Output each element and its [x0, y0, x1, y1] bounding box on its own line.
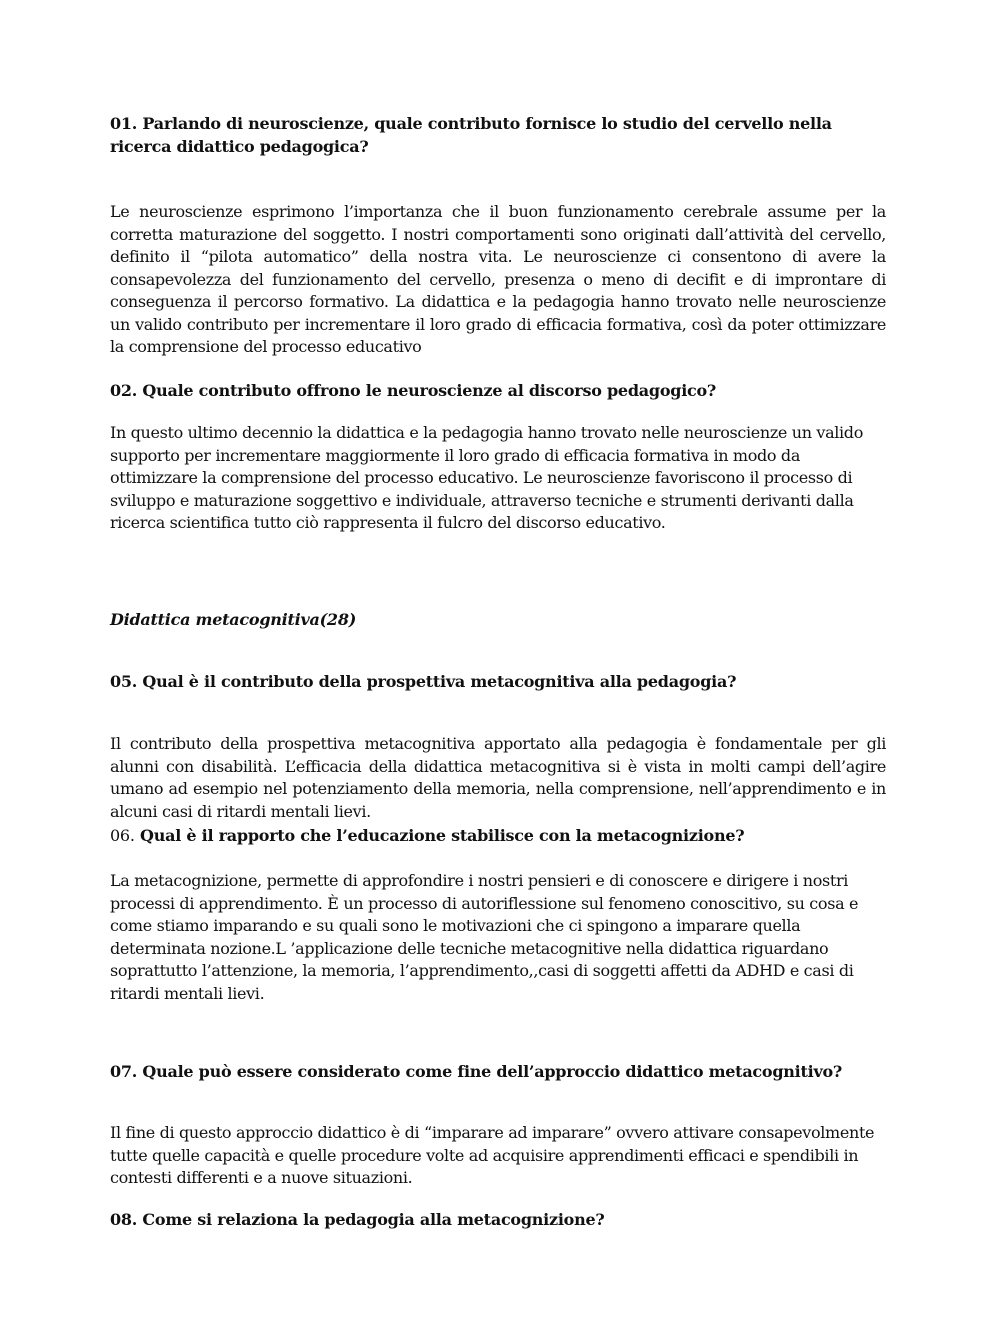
answer-06: La metacognizione, permette di approfondire i nostri pensieri e di conoscere e dirigere i nostri processi di apprendimento. È un processo di autoriflessione sul fenomeno conoscitivo, su cosa e come stiamo imparando e su quali sono le motivazioni che ci spingono a imparare quella determinata nozione.L ’applicazione delle tecniche metacognitive nella didattica riguardano soprattutto l’attenzione, la memoria, l’apprendimento,,casi di soggetti affetti da ADHD e casi di ritardi mentali lievi.: [110, 871, 859, 1003]
question-07: 07. Quale può essere considerato come fine dell’approccio didattico metacognitivo?: [110, 1062, 843, 1081]
question-01: 01. Parlando di neuroscienze, quale contributo fornisce lo studio del cervello nella ricerca didattico pedagogica?: [110, 114, 832, 156]
question-06-number: 06.: [110, 826, 135, 845]
answer-07: Il fine di questo approccio didattico è di “imparare ad imparare” ovvero attivare consapevolmente tutte quelle capacità e quelle procedure volte ad acquisire apprendimenti efficaci e spendibili in contesti differenti e a nuove situazioni.: [110, 1123, 875, 1187]
answer-01: Le neuroscienze esprimono l’importanza che il buon funzionamento cerebrale assume per la corretta maturazione del soggetto. I nostri comportamenti sono originati dall’attività del cervello, definito il “pilota automatico” della nostra vita. Le neuroscienze ci consentono di avere la consapevolezza del funzionamento del cervello, presenza o meno di decifit e di improntare di conseguenza il percorso formativo. La didattica e la pedagogia hanno trovato nelle neuroscienze un valido contributo per incrementare il loro grado di efficacia formativa, così da poter ottimizzare la comprensione del processo educativo: [110, 202, 886, 356]
question-06: [110, 825, 886, 848]
question-08: 08. Come si relaziona la pedagogia alla metacognizione?: [110, 1210, 605, 1229]
question-02: 02. Quale contributo offrono le neuroscienze al discorso pedagogico?: [110, 381, 717, 400]
answer-02: In questo ultimo decennio la didattica e la pedagogia hanno trovato nelle neuroscienze un valido supporto per incrementare maggiormente il loro grado di efficacia formativa in modo da ottimizzare la comprensione del processo educativo. Le neuroscienze favoriscono il processo di sviluppo e maturazione soggettivo e individuale, attraverso tecniche e strumenti derivanti dalla ricerca scientifica tutto ciò rappresenta il fulcro del discorso educativo.: [110, 423, 863, 532]
section-title: Didattica metacognitiva(28): [110, 610, 357, 629]
question-05: 05. Qual è il contributo della prospettiva metacognitiva alla pedagogia?: [110, 672, 737, 691]
answer-05: Il contributo della prospettiva metacognitiva apportato alla pedagogia è fondamentale per gli alunni con disabilità. L’efficacia della didattica metacognitiva si è vista in molti campi dell’agire umano ad esempio nel potenziamento della memoria, nella comprensione, nell’apprendimento e in alcuni casi di ritardi mentali lievi.: [110, 734, 886, 821]
question-06-text: Qual è il rapporto che l’educazione stabilisce con la metacognizione?: [140, 826, 745, 845]
